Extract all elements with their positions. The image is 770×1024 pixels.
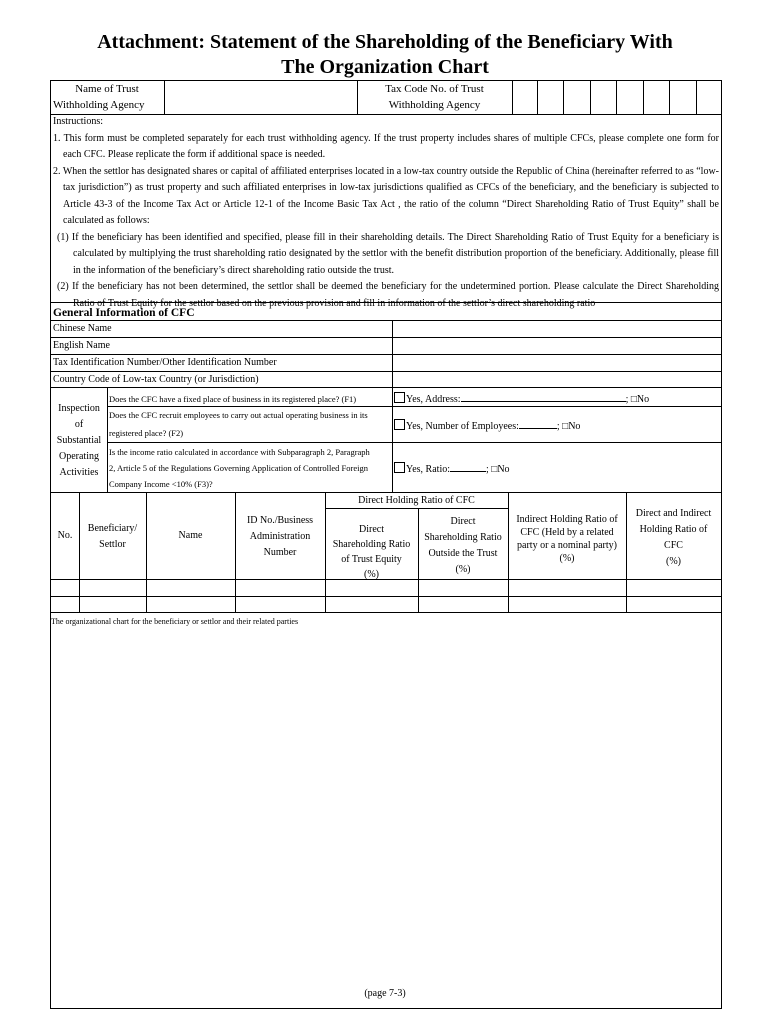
cfc-country-code-label: Country Code of Low-tax Country (or Jurisdiction) — [53, 374, 259, 385]
cfc-english-name-field[interactable] — [393, 338, 721, 353]
form-title-line-2: The Organization Chart — [281, 56, 489, 78]
instructions-heading: Instructions: — [53, 116, 103, 127]
page-number: (page 7-3) — [364, 988, 406, 999]
tax-code-label-1: Tax Code No. of Trust — [385, 83, 484, 95]
f2-answer[interactable]: Yes, Number of Employees: ; □No — [394, 419, 580, 432]
instruction-item-1: 1. This form must be completed separately for each trust withholding agency. If the trust property includes shares of multiple CFCs, please complete one form for each CFC. Please replicate the form if additional space is needed. — [53, 132, 719, 160]
f1-no-option[interactable]: ; □No — [625, 394, 650, 405]
f3-ratio-field[interactable] — [450, 463, 486, 472]
form-title — [0, 30, 770, 80]
org-chart-label: The organizational chart for the beneficiary or settlor and their related parties — [51, 617, 299, 626]
f3-question-line-2: 2, Article 5 of the Regulations Governing Application of Controlled Foreign — [109, 463, 368, 473]
trust-name-field[interactable] — [165, 81, 357, 114]
col-trust-ratio-header: Direct Shareholding Ratio of Trust Equity (%) — [332, 524, 411, 580]
general-info-heading: General Information of CFC — [53, 307, 195, 319]
f1-answer[interactable]: Yes, Address: ; □No — [394, 392, 649, 405]
inspection-label: Inspection of Substantial Operating Activities — [56, 403, 102, 478]
col-id-header: ID No./Business Administration Number — [246, 515, 314, 558]
instruction-item-2-2: (2) If the beneficiary has not been determined, the settlor shall be deemed the beneficiary for the undetermined portion. Please calculate the Direct Shareholding Ratio of Trust Equity for the settlor based on the previous provision and fill in information of the settlor’s direct shareholding ratio — [57, 281, 719, 309]
col-beneficiary-header: Beneficiary/ Settlor — [87, 523, 138, 550]
f3-no-option[interactable]: ; □No — [486, 464, 510, 475]
instruction-item-2: 2. When the settlor has designated shares or capital of affiliated enterprises located in a low-tax country outside the Republic of China (hereinafter referred to as “low-tax jurisdiction”) as trust property and such affiliated enterprises in low-tax jurisdictions qualified as CFCs of the beneficiary, and the beneficiary is subjected to Article 43-3 of the Income Tax Act or Article 12-1 of the Income Basic Tax Act , the ratio of the column “Direct Shareholding Ratio of Trust Equity” shall be calculated as follows: — [53, 165, 719, 226]
cfc-chinese-name-label: Chinese Name — [53, 323, 112, 334]
col-name-header: Name — [178, 530, 203, 541]
f2-question-line-2: registered place? (F2) — [109, 428, 184, 438]
form-frame — [50, 80, 722, 1009]
table-row[interactable] — [51, 597, 721, 611]
col-total-ratio-header: Direct and Indirect Holding Ratio of CFC (%) — [635, 508, 712, 567]
tax-code-digit-boxes[interactable] — [512, 81, 722, 114]
col-outside-ratio-header: Direct Shareholding Ratio Outside the Trust (%) — [424, 516, 502, 575]
trust-name-label-1: Name of Trust — [75, 83, 139, 95]
f1-address-field[interactable] — [461, 393, 626, 402]
table-row[interactable] — [51, 580, 721, 595]
f3-question-line-1: Is the income ratio calculated in accordance with Subparagraph 2, Paragraph — [109, 447, 370, 457]
col-indirect-ratio-header: Indirect Holding Ratio of CFC (Held by a related party or a nominal party) (%) — [516, 514, 618, 564]
col-no-header: No. — [57, 530, 73, 541]
cfc-chinese-name-field[interactable] — [393, 321, 721, 336]
trust-name-label-2: Withholding Agency — [53, 99, 145, 111]
tax-code-label-2: Withholding Agency — [388, 99, 481, 111]
cfc-tax-id-field[interactable] — [393, 355, 721, 370]
f2-question-line-1: Does the CFC recruit employees to carry out actual operating business in its — [109, 410, 368, 420]
cfc-tax-id-label: Tax Identification Number/Other Identification Number — [53, 357, 277, 368]
form-title-line-1: Attachment: Statement of the Shareholding of the Beneficiary With — [97, 31, 673, 53]
f3-answer[interactable]: Yes, Ratio: ; □No — [394, 462, 510, 475]
cfc-english-name-label: English Name — [53, 340, 110, 351]
f2-employees-field[interactable] — [519, 420, 557, 429]
direct-holding-group-header: Direct Holding Ratio of CFC — [358, 495, 475, 506]
f1-yes-checkbox[interactable] — [394, 392, 405, 403]
instructions-block — [51, 114, 721, 309]
instruction-item-2-1: (1) If the beneficiary has been identified and specified, please fill in their shareholding details. The Direct Shareholding Ratio of Trust Equity for a beneficiary is calculated by multiplying the trust shareholding ratio designated by the settlor with the benefit distribution proportion of the beneficiary. Additionally, please fill in the information of the beneficiary’s direct shareholding ratio outside the trust. — [57, 231, 719, 276]
org-chart-area[interactable] — [52, 629, 720, 1007]
f2-no-option[interactable]: ; □No — [556, 421, 581, 432]
cfc-country-code-field[interactable] — [393, 372, 721, 387]
f1-question: Does the CFC have a fixed place of business in its registered place? (F1) — [109, 394, 357, 404]
f3-yes-checkbox[interactable] — [394, 462, 405, 473]
f2-yes-checkbox[interactable] — [394, 419, 405, 430]
f3-question-line-3: Company Income <10% (F3)? — [109, 479, 213, 489]
